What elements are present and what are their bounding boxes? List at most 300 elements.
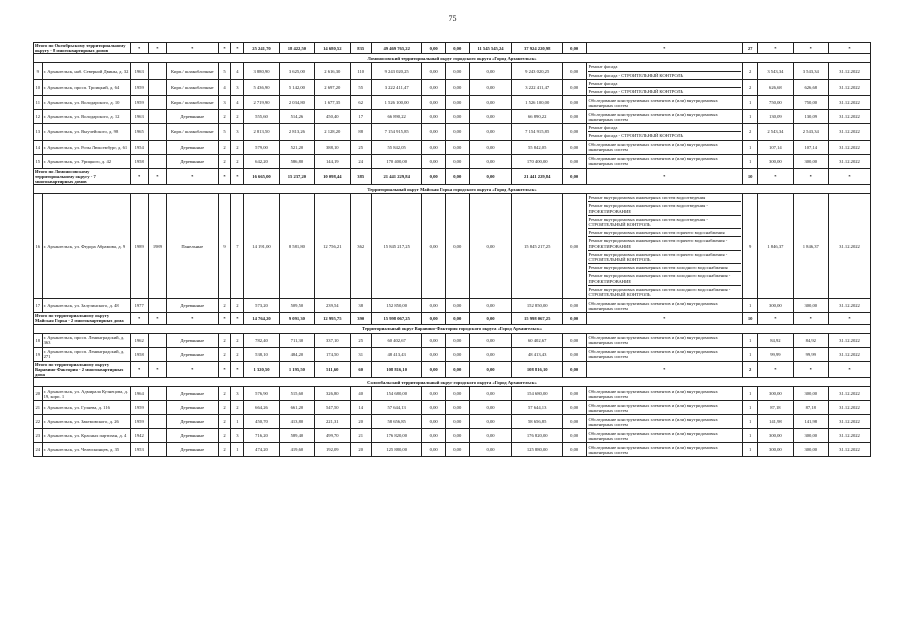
total-value: 390 xyxy=(350,313,371,324)
entrances: 2 xyxy=(231,110,244,124)
year-built: 1942 xyxy=(130,429,148,443)
year-commissioning xyxy=(148,443,166,457)
row-number: 15 xyxy=(34,154,43,168)
total-value: * xyxy=(586,361,743,378)
fund-2: 0,00 xyxy=(445,79,469,95)
residential-area: 192,09 xyxy=(315,443,350,457)
total-label: Итого по территориальному округу Варавино-Фактория - 2 многоквартирных дома xyxy=(34,361,131,378)
entrances: 3 xyxy=(231,387,244,401)
total-value: 1 195,50 xyxy=(279,361,314,378)
row-number: 10 xyxy=(34,79,43,95)
residents: 38 xyxy=(350,299,371,313)
total-area: 782,40 xyxy=(244,333,279,347)
table-row xyxy=(34,96,871,110)
work-type: Обследование конструктивных элементов и (или) внутридомовых инженерных систем xyxy=(588,155,718,167)
fund-3: 0,00 xyxy=(469,96,512,110)
row-number: 9 xyxy=(34,63,43,79)
wall-material: Деревянные xyxy=(167,443,219,457)
total-value: 0,00 xyxy=(422,168,446,185)
unit-count: 1 xyxy=(743,429,758,443)
year-commissioning xyxy=(148,415,166,429)
floors: 2 xyxy=(218,443,231,457)
unit-cost: 626,68 xyxy=(758,79,793,95)
wall-material: Кирп./ шлакоблочные xyxy=(167,124,219,140)
residential-area: 144,19 xyxy=(315,154,350,168)
total-value: 49 469 765,22 xyxy=(371,43,421,54)
completion-date: 31.12.2022 xyxy=(828,140,870,154)
year-commissioning xyxy=(148,110,166,124)
total-value: 25 241,70 xyxy=(244,43,279,54)
fund-3: 0,00 xyxy=(469,333,512,347)
fund-1: 0,00 xyxy=(422,79,446,95)
address: г. Архангельск, ул. Гуляева, д. 116 xyxy=(42,401,130,415)
max-unit-cost: 1 846,37 xyxy=(793,194,828,299)
row-number: 14 xyxy=(34,140,43,154)
total-label: Итого по Октябрьскому территориальному округу - 8 многоквартирных домов xyxy=(34,43,131,54)
total-value: * xyxy=(793,361,828,378)
year-commissioning xyxy=(148,299,166,313)
fund-1: 0,00 xyxy=(422,124,446,140)
table-row xyxy=(34,401,871,415)
floors: 9 xyxy=(218,194,231,299)
fund-1: 0,00 xyxy=(422,154,446,168)
total-value: * xyxy=(148,168,166,185)
work-type: Обследование конструктивных элементов и (или) внутридомовых инженерных систем xyxy=(588,348,718,360)
total-value: 10 xyxy=(743,313,758,324)
address: г. Архангельск, просп. Ленинградский, д. 271 xyxy=(42,347,130,361)
unit-count: 1 xyxy=(743,415,758,429)
completion-date: 31.12.2022 xyxy=(828,96,870,110)
max-unit-cost: 2 543,34 xyxy=(793,124,828,140)
unit-cost: 300,00 xyxy=(758,429,793,443)
total-value: 10 xyxy=(743,168,758,185)
completion-date: 31.12.2022 xyxy=(828,110,870,124)
total-cost: 3 222 411,47 xyxy=(371,79,421,95)
total-value: * xyxy=(167,168,219,185)
unit-count: 1 xyxy=(743,154,758,168)
total-value: 0,00 xyxy=(562,43,586,54)
total-area: 2 719,90 xyxy=(244,96,279,110)
page-number: 75 xyxy=(448,14,457,23)
total-value: 11 545 545,24 xyxy=(469,43,512,54)
floors: 2 xyxy=(218,387,231,401)
row-number: 13 xyxy=(34,124,43,140)
total-cost: 66 890,22 xyxy=(371,110,421,124)
entrances: 1 xyxy=(231,443,244,457)
total-area: 555,60 xyxy=(244,110,279,124)
fund-3: 0,00 xyxy=(469,79,512,95)
total-value: 1 320,50 xyxy=(244,361,279,378)
year-built: 1963 xyxy=(130,63,148,79)
unit-count: 1 xyxy=(743,387,758,401)
unit-count: 1 xyxy=(743,401,758,415)
total-value: 385 xyxy=(350,168,371,185)
fund-other: 0,00 xyxy=(562,429,586,443)
floors: 2 xyxy=(218,347,231,361)
fund-1: 0,00 xyxy=(422,401,446,415)
year-built: 1959 xyxy=(130,96,148,110)
fund-owners: 3 222 411,47 xyxy=(512,79,562,95)
entrances: 2 xyxy=(231,140,244,154)
total-row-oktyabrsky xyxy=(34,43,871,54)
total-value: 0,00 xyxy=(445,168,469,185)
year-built: 1953 xyxy=(130,443,148,457)
row-number: 24 xyxy=(34,443,43,457)
table-row xyxy=(34,415,871,429)
total-value: * xyxy=(130,313,148,324)
address: г. Архангельск, ул. Володарского, д. 12 xyxy=(42,110,130,124)
wall-material: Деревянные xyxy=(167,347,219,361)
total-value: * xyxy=(828,168,870,185)
works-list xyxy=(586,79,743,95)
total-value: 0,00 xyxy=(445,43,469,54)
unit-cost: 2 543,34 xyxy=(758,124,793,140)
work-type: Ремонт внутридомовых инженерных систем водоотведения - СТРОИТЕЛЬНЫЙ КОНТРОЛЬ xyxy=(588,216,742,229)
work-type: Обследование конструктивных элементов и (или) внутридомовых инженерных систем xyxy=(588,97,718,108)
residents: 31 xyxy=(350,347,371,361)
completion-date: 31.12.2022 xyxy=(828,443,870,457)
fund-1: 0,00 xyxy=(422,299,446,313)
year-commissioning xyxy=(148,347,166,361)
works-list xyxy=(586,63,743,79)
unit-cost: 300,00 xyxy=(758,387,793,401)
total-value: * xyxy=(218,43,231,54)
entrances: 2 xyxy=(231,154,244,168)
table-row xyxy=(34,333,871,347)
total-value: 835 xyxy=(350,43,371,54)
premises-area: 8 581,80 xyxy=(279,194,314,299)
residents: 55 xyxy=(350,79,371,95)
fund-owners: 58 656,85 xyxy=(512,415,562,429)
total-value: * xyxy=(148,43,166,54)
work-type: Ремонт фасада - СТРОИТЕЛЬНЫЙ КОНТРОЛЬ xyxy=(588,72,684,78)
total-area: 579,00 xyxy=(244,140,279,154)
premises-area: 521,20 xyxy=(279,140,314,154)
year-commissioning xyxy=(148,401,166,415)
total-row-varavino xyxy=(34,361,871,378)
work-type: Обследование конструктивных элементов и (или) внутридомовых инженерных систем xyxy=(588,430,718,441)
max-unit-cost: 300,00 xyxy=(793,443,828,457)
total-value: * xyxy=(130,361,148,378)
row-number: 17 xyxy=(34,299,43,313)
total-value: 60 xyxy=(350,361,371,378)
fund-other: 0,00 xyxy=(562,401,586,415)
fund-3: 0,00 xyxy=(469,415,512,429)
total-value: * xyxy=(586,43,743,54)
address: г. Архангельск, ул. Федора Абрамова, д. 9 xyxy=(42,194,130,299)
table-row xyxy=(34,154,871,168)
entrances: 7 xyxy=(231,194,244,299)
total-value: * xyxy=(148,313,166,324)
fund-2: 0,00 xyxy=(445,415,469,429)
fund-1: 0,00 xyxy=(422,110,446,124)
unit-count: 1 xyxy=(743,347,758,361)
total-value: 37 924 220,98 xyxy=(512,43,562,54)
fund-other: 0,00 xyxy=(562,96,586,110)
row-number: 21 xyxy=(34,401,43,415)
table-row xyxy=(34,429,871,443)
fund-1: 0,00 xyxy=(422,347,446,361)
fund-3: 0,00 xyxy=(469,124,512,140)
total-value: 2 xyxy=(743,361,758,378)
total-value: 15 998 067,25 xyxy=(371,313,421,324)
total-value: 0,00 xyxy=(562,168,586,185)
fund-3: 0,00 xyxy=(469,140,512,154)
residents: 88 xyxy=(350,124,371,140)
year-built: 1977 xyxy=(130,299,148,313)
row-number: 18 xyxy=(34,333,43,347)
works-list xyxy=(586,154,743,168)
unit-count: 2 xyxy=(743,63,758,79)
fund-owners: 66 890,22 xyxy=(512,110,562,124)
year-commissioning xyxy=(148,124,166,140)
wall-material: Деревянные xyxy=(167,299,219,313)
fund-3: 0,00 xyxy=(469,194,512,299)
total-cost: 58 656,85 xyxy=(371,415,421,429)
total-value: 0,00 xyxy=(562,313,586,324)
completion-date: 31.12.2022 xyxy=(828,401,870,415)
premises-area: 515,60 xyxy=(279,387,314,401)
work-type: Ремонт внутридомовых инженерных систем горячего водоснабжения - СТРОИТЕЛЬНЫЙ КОНТРОЛЬ xyxy=(588,251,742,264)
work-type: Ремонт внутридомовых инженерных систем горячего водоснабжения - ПРОЕКТИРОВАНИЕ xyxy=(588,237,742,250)
year-built: 1962 xyxy=(130,333,148,347)
total-value: * xyxy=(218,361,231,378)
total-value: * xyxy=(758,168,793,185)
residential-area: 2 616,30 xyxy=(315,63,350,79)
address: г. Архангельск, просп. Троицкий, д. 64 xyxy=(42,79,130,95)
work-type: Ремонт фасада - СТРОИТЕЛЬНЫЙ КОНТРОЛЬ xyxy=(588,89,684,95)
total-value: 0,00 xyxy=(422,43,446,54)
residential-area: 2 128,20 xyxy=(315,124,350,140)
residential-area: 221,31 xyxy=(315,415,350,429)
entrances: 2 xyxy=(231,347,244,361)
works-list xyxy=(586,429,743,443)
total-value: * xyxy=(231,43,244,54)
address: г. Архангельск, ул. Красных партизан, д. 4 xyxy=(42,429,130,443)
total-value: * xyxy=(218,168,231,185)
total-cost: 9 243 020,25 xyxy=(371,63,421,79)
total-area: 576,90 xyxy=(244,387,279,401)
total-value: * xyxy=(167,313,219,324)
total-area: 450,70 xyxy=(244,415,279,429)
total-value: * xyxy=(130,43,148,54)
residents: 21 xyxy=(350,429,371,443)
table-row xyxy=(34,194,871,299)
total-value: 16 665,00 xyxy=(244,168,279,185)
year-built: 1965 xyxy=(130,124,148,140)
fund-owners: 7 154 915,85 xyxy=(512,124,562,140)
total-value: 15 237,20 xyxy=(279,168,314,185)
year-commissioning xyxy=(148,79,166,95)
unit-count: 1 xyxy=(743,140,758,154)
unit-count: 1 xyxy=(743,96,758,110)
max-unit-cost: 300,00 xyxy=(793,154,828,168)
premises-area: 589,40 xyxy=(279,429,314,443)
work-type: Обследование конструктивных элементов и (или) внутридомовых инженерных систем xyxy=(588,141,718,153)
floors: 5 xyxy=(218,124,231,140)
total-area: 5 436,90 xyxy=(244,79,279,95)
fund-2: 0,00 xyxy=(445,387,469,401)
total-value: * xyxy=(828,361,870,378)
table-row xyxy=(34,347,871,361)
total-cost: 7 154 915,85 xyxy=(371,124,421,140)
total-label: Итого по Ломоносовскому территориальному округу - 7 многоквартирных домов xyxy=(34,168,131,185)
premises-area: 413,80 xyxy=(279,415,314,429)
address: г. Архангельск, ул. Урицкого, д. 42 xyxy=(42,154,130,168)
completion-date: 31.12.2022 xyxy=(828,194,870,299)
residential-area: 174,50 xyxy=(315,347,350,361)
total-value: 0,00 xyxy=(469,313,512,324)
address: г. Архангельск, ул. Адмирала Кузнецова, д. 19, корп. 1 xyxy=(42,387,130,401)
fund-owners: 1 526 100,00 xyxy=(512,96,562,110)
total-cost: 176 820,00 xyxy=(371,429,421,443)
residents: 17 xyxy=(350,110,371,124)
address: г. Архангельск, ул. Выучейского, д. 98 xyxy=(42,124,130,140)
fund-other: 0,00 xyxy=(562,387,586,401)
year-commissioning xyxy=(148,96,166,110)
total-area: 14 191,00 xyxy=(244,194,279,299)
total-value: 108 816,10 xyxy=(512,361,562,378)
fund-2: 0,00 xyxy=(445,96,469,110)
premises-area: 484,20 xyxy=(279,347,314,361)
table-row xyxy=(34,387,871,401)
fund-2: 0,00 xyxy=(445,401,469,415)
floors: 2 xyxy=(218,333,231,347)
total-value: * xyxy=(167,43,219,54)
entrances: 4 xyxy=(231,63,244,79)
total-area: 538,10 xyxy=(244,347,279,361)
fund-other: 0,00 xyxy=(562,140,586,154)
wall-material: Деревянные xyxy=(167,110,219,124)
total-value: 0,00 xyxy=(422,313,446,324)
total-area: 474,20 xyxy=(244,443,279,457)
total-area: 3 880,90 xyxy=(244,63,279,79)
residents: 62 xyxy=(350,96,371,110)
residential-area: 239,54 xyxy=(315,299,350,313)
fund-1: 0,00 xyxy=(422,63,446,79)
fund-owners: 176 820,00 xyxy=(512,429,562,443)
total-cost: 55 842,05 xyxy=(371,140,421,154)
fund-3: 0,00 xyxy=(469,429,512,443)
fund-other: 0,00 xyxy=(562,110,586,124)
table-row xyxy=(34,63,871,79)
row-number: 23 xyxy=(34,429,43,443)
address: г. Архангельск, наб. Северной Двины, д. 32 xyxy=(42,63,130,79)
wall-material: Деревянные xyxy=(167,154,219,168)
total-value: 21 441 229,84 xyxy=(512,168,562,185)
work-type: Ремонт фасада xyxy=(588,124,742,132)
unit-count: 1 xyxy=(743,299,758,313)
unit-cost: 107,14 xyxy=(758,140,793,154)
total-cost: 170 400,00 xyxy=(371,154,421,168)
total-area: 642,20 xyxy=(244,154,279,168)
section-header-maimaksa: Территориальный округ Майская Горка городского округа «Город Архангельск» xyxy=(34,185,871,194)
max-unit-cost: 300,00 xyxy=(793,299,828,313)
fund-owners: 170 400,00 xyxy=(512,154,562,168)
floors: 3 xyxy=(218,96,231,110)
total-value: 0,00 xyxy=(562,361,586,378)
year-built: 1959 xyxy=(130,415,148,429)
residents: 20 xyxy=(350,443,371,457)
residential-area: 326,80 xyxy=(315,387,350,401)
work-type: Обследование конструктивных элементов и (или) внутридомовых инженерных систем xyxy=(588,300,718,311)
residential-area: 2 697,20 xyxy=(315,79,350,95)
entrances: 3 xyxy=(231,429,244,443)
total-value: * xyxy=(231,313,244,324)
work-type: Ремонт внутридомовых инженерных систем водоотведения xyxy=(588,194,742,202)
fund-owners: 60 402,67 xyxy=(512,333,562,347)
total-area: 664,26 xyxy=(244,401,279,415)
total-value: * xyxy=(231,361,244,378)
fund-1: 0,00 xyxy=(422,333,446,347)
address: г. Архангельск, ул. Челюскинцев, д. 35 xyxy=(42,443,130,457)
fund-owners: 9 243 020,25 xyxy=(512,63,562,79)
table-row xyxy=(34,110,871,124)
unit-cost: 87,18 xyxy=(758,401,793,415)
table-row xyxy=(34,443,871,457)
works-list xyxy=(586,124,743,140)
completion-date: 31.12.2022 xyxy=(828,333,870,347)
total-value: 21 441 229,84 xyxy=(371,168,421,185)
unit-cost: 99,99 xyxy=(758,347,793,361)
unit-cost: 3 543,34 xyxy=(758,63,793,79)
total-value: 10 098,44 xyxy=(315,168,350,185)
table-row xyxy=(34,79,871,95)
entrances: 2 xyxy=(231,333,244,347)
wall-material: Деревянные xyxy=(167,140,219,154)
work-type: Ремонт фасада xyxy=(588,80,742,88)
year-built: 1959 xyxy=(130,401,148,415)
total-row-maimaksa xyxy=(34,313,871,324)
works-list xyxy=(586,299,743,313)
fund-owners: 152 850,00 xyxy=(512,299,562,313)
year-built: 1963 xyxy=(130,110,148,124)
floors: 4 xyxy=(218,79,231,95)
unit-count: 1 xyxy=(743,443,758,457)
fund-other: 0,00 xyxy=(562,347,586,361)
max-unit-cost: 107,14 xyxy=(793,140,828,154)
works-list xyxy=(586,194,743,299)
residential-area: 499,70 xyxy=(315,429,350,443)
max-unit-cost: 300,00 xyxy=(793,387,828,401)
fund-1: 0,00 xyxy=(422,194,446,299)
total-value: 0,00 xyxy=(469,361,512,378)
section-header-solombala: Соломбальский территориальный округ городского округа «Город Архангельск» xyxy=(34,378,871,387)
works-list xyxy=(586,347,743,361)
total-row-lomonosovsky xyxy=(34,168,871,185)
works-list xyxy=(586,401,743,415)
wall-material: Кирп./ шлакоблочные xyxy=(167,96,219,110)
total-value: * xyxy=(793,313,828,324)
unit-cost: 300,00 xyxy=(758,443,793,457)
premises-area: 514,26 xyxy=(279,110,314,124)
floors: 2 xyxy=(218,429,231,443)
fund-other: 0,00 xyxy=(562,124,586,140)
fund-1: 0,00 xyxy=(422,140,446,154)
unit-count: 9 xyxy=(743,194,758,299)
fund-3: 0,00 xyxy=(469,299,512,313)
fund-other: 0,00 xyxy=(562,415,586,429)
total-value: 18 422,50 xyxy=(279,43,314,54)
works-list xyxy=(586,110,743,124)
total-value: 12 995,75 xyxy=(315,313,350,324)
total-value: 9 091,30 xyxy=(279,313,314,324)
repair-program-table xyxy=(33,42,871,457)
table-row xyxy=(34,124,871,140)
total-value: 0,00 xyxy=(445,313,469,324)
row-number: 11 xyxy=(34,96,43,110)
row-number: 16 xyxy=(34,194,43,299)
